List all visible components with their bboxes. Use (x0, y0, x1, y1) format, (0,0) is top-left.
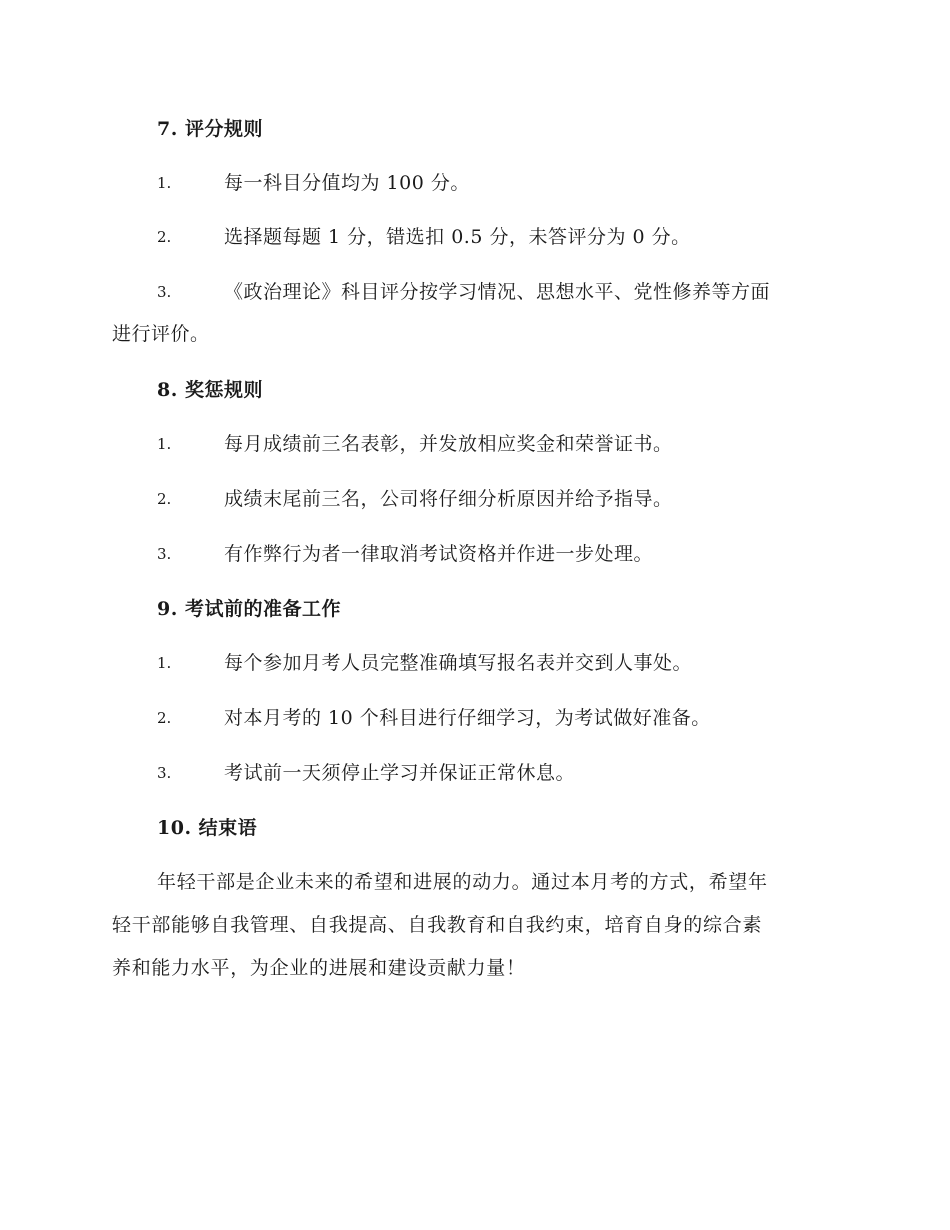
section-heading-reward-penalty: 8. 奖惩规则 (157, 379, 263, 401)
list-item-number: 1. (157, 435, 172, 453)
list-item-number: 2. (157, 490, 172, 508)
paragraph-line: 轻干部能够自我管理、自我提高、自我教育和自我约束，培育自身的综合素 (112, 914, 763, 936)
section-heading-exam-preparation: 9. 考试前的准备工作 (157, 598, 341, 620)
list-item (0, 758, 950, 788)
list-item-number: 1. (157, 654, 172, 672)
paragraph-line: 养和能力水平，为企业的进展和建设贡献力量！ (112, 957, 526, 979)
list-item-number: 2. (157, 228, 172, 246)
list-item-text: 成绩末尾前三名，公司将仔细分析原因并给予指导。 (224, 488, 673, 510)
list-item-text-continuation: 进行评价。 (112, 323, 210, 345)
list-item (0, 222, 950, 252)
list-item (0, 277, 950, 345)
list-item-text: 选择题每题 1 分，错选扣 0.5 分，未答评分为 0 分。 (224, 226, 691, 248)
list-item (0, 539, 950, 569)
conclusion-paragraph (112, 861, 832, 990)
list-item-text: 每一科目分值均为 100 分。 (224, 172, 470, 194)
section-heading-scoring-rules: 7. 评分规则 (157, 118, 263, 140)
list-item-text: 考试前一天须停止学习并保证正常休息。 (224, 762, 576, 784)
list-item-number: 3. (157, 764, 172, 782)
list-item (0, 484, 950, 514)
paragraph-line: 年轻干部是企业未来的希望和进展的动力。通过本月考的方式，希望年 (157, 871, 768, 893)
list-item-number: 1. (157, 174, 172, 192)
section-heading-conclusion: 10. 结束语 (157, 817, 258, 839)
list-item-text: 每个参加月考人员完整准确填写报名表并交到人事处。 (224, 652, 693, 674)
list-item-text: 每月成绩前三名表彰，并发放相应奖金和荣誉证书。 (224, 433, 673, 455)
list-item-number: 3. (157, 545, 172, 563)
list-item-text: 有作弊行为者一律取消考试资格并作进一步处理。 (224, 543, 654, 565)
list-item-number: 3. (157, 283, 172, 301)
list-item-text: 对本月考的 10 个科目进行仔细学习，为考试做好准备。 (224, 707, 711, 729)
list-item (0, 429, 950, 459)
list-item-text: 《政治理论》科目评分按学习情况、思想水平、党性修养等方面 (224, 281, 771, 303)
list-item (0, 648, 950, 678)
list-item-number: 2. (157, 709, 172, 727)
list-item (0, 168, 950, 198)
list-item (0, 703, 950, 733)
